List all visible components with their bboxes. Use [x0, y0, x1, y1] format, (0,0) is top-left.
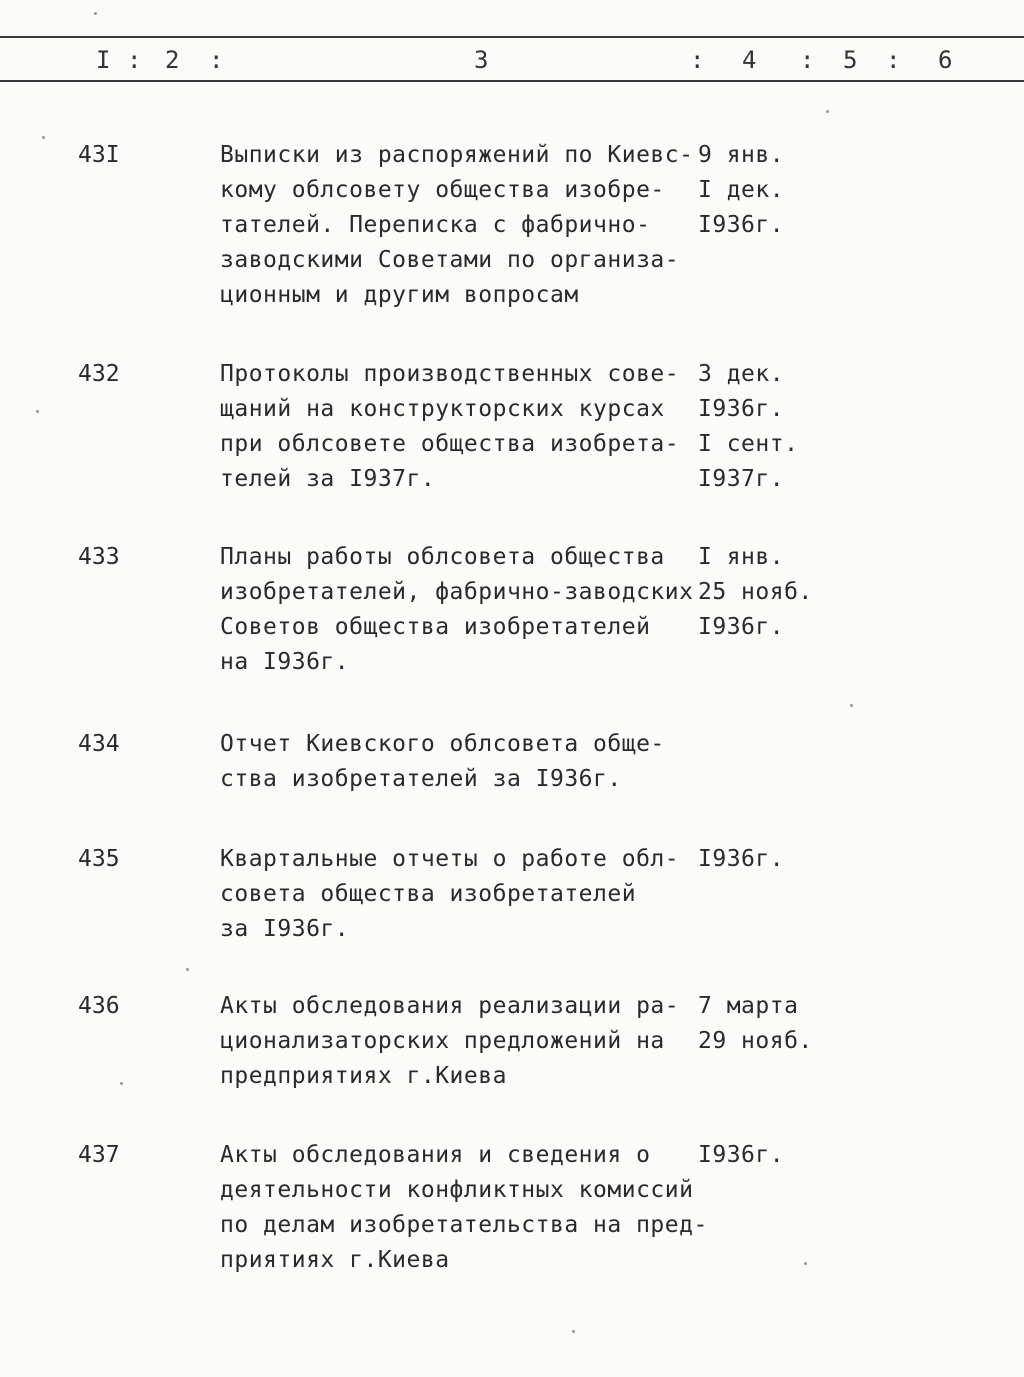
entry-number: 435 [78, 846, 120, 872]
entry-dates [698, 357, 828, 497]
title-line: ства изобретателей за I936г. [220, 766, 622, 792]
date-line: I936г. [698, 614, 785, 640]
entry-dates [698, 1138, 828, 1173]
scan-speck [94, 12, 97, 15]
entry-number: 432 [78, 361, 120, 387]
scan-speck [120, 1082, 123, 1085]
date-line: 3 дек. [698, 361, 785, 387]
scan-speck [572, 1330, 575, 1333]
entry-title [220, 727, 700, 797]
title-line: приятиях г.Киева [220, 1247, 450, 1273]
title-line: щаний на конструкторских курсах [220, 396, 665, 422]
date-line: 25 нояб. [698, 579, 813, 605]
scan-speck [826, 110, 829, 113]
title-line: на I936г. [220, 649, 350, 675]
entry-number: 43I [78, 142, 120, 168]
column-header-4: 4 [742, 46, 757, 74]
title-line: по делам изобретательства на пред- [220, 1212, 708, 1238]
entry-dates [698, 842, 828, 877]
title-line: тателей. Переписка с фабрично- [220, 212, 651, 238]
entry-title [220, 540, 700, 680]
date-line: I936г. [698, 396, 785, 422]
column-header-5: 5 [843, 46, 858, 74]
scan-speck [850, 704, 853, 707]
title-line: предприятиях г.Киева [220, 1063, 507, 1089]
title-line: Акты обследования и сведения о [220, 1142, 651, 1168]
title-line: Протоколы производственных сове- [220, 361, 680, 387]
column-header-1: I [96, 46, 111, 74]
entry-number: 434 [78, 731, 120, 757]
title-line: Акты обследования реализации ра- [220, 993, 680, 1019]
title-line: кому облсовету общества изобре- [220, 177, 665, 203]
column-separator: : [209, 46, 224, 74]
title-line: деятельности конфликтных комиссий [220, 1177, 694, 1203]
entry-title [220, 842, 700, 947]
scan-speck [804, 1262, 807, 1265]
entry-number: 433 [78, 544, 120, 570]
title-line: изобретателей, фабрично-заводских [220, 579, 694, 605]
title-line: ционным и другим вопросам [220, 282, 579, 308]
title-line: за I936г. [220, 916, 350, 942]
entry-title [220, 357, 700, 497]
date-line: I936г. [698, 846, 785, 872]
column-header-3: 3 [474, 46, 489, 74]
date-line: 7 марта [698, 993, 799, 1019]
title-line: Советов общества изобретателей [220, 614, 651, 640]
title-line: Квартальные отчеты о работе обл- [220, 846, 680, 872]
entry-dates [698, 138, 828, 243]
scan-speck [42, 136, 45, 139]
date-line: 9 янв. [698, 142, 785, 168]
entry-dates [698, 989, 828, 1059]
header-bottom-rule [0, 80, 1024, 82]
date-line: I дек. [698, 177, 785, 203]
title-line: совета общества изобретателей [220, 881, 637, 907]
title-line: при облсовете общества изобрета- [220, 431, 680, 457]
title-line: заводскими Советами по организа- [220, 247, 680, 273]
column-header-2: 2 [165, 46, 180, 74]
title-line: Планы работы облсовета общества [220, 544, 665, 570]
column-separator: : [690, 46, 705, 74]
header-top-rule [0, 36, 1024, 38]
date-line: I937г. [698, 466, 785, 492]
entry-number: 437 [78, 1142, 120, 1168]
entry-title [220, 1138, 708, 1278]
date-line: I936г. [698, 1142, 785, 1168]
scan-speck [186, 968, 189, 971]
column-separator: : [127, 46, 142, 74]
date-line: I сент. [698, 431, 799, 457]
entry-title [220, 989, 700, 1094]
entry-dates [698, 540, 828, 645]
date-line: I936г. [698, 212, 785, 238]
title-line: Выписки из распоряжений по Киевс- [220, 142, 694, 168]
column-separator: : [886, 46, 901, 74]
entry-title [220, 138, 700, 313]
title-line: ционализаторских предложений на [220, 1028, 665, 1054]
entry-number: 436 [78, 993, 120, 1019]
date-line: 29 нояб. [698, 1028, 813, 1054]
date-line: I янв. [698, 544, 785, 570]
scan-speck [36, 410, 39, 413]
title-line: телей за I937г. [220, 466, 436, 492]
title-line: Отчет Киевского облсовета обще- [220, 731, 665, 757]
column-separator: : [800, 46, 815, 74]
column-header-6: 6 [938, 46, 953, 74]
